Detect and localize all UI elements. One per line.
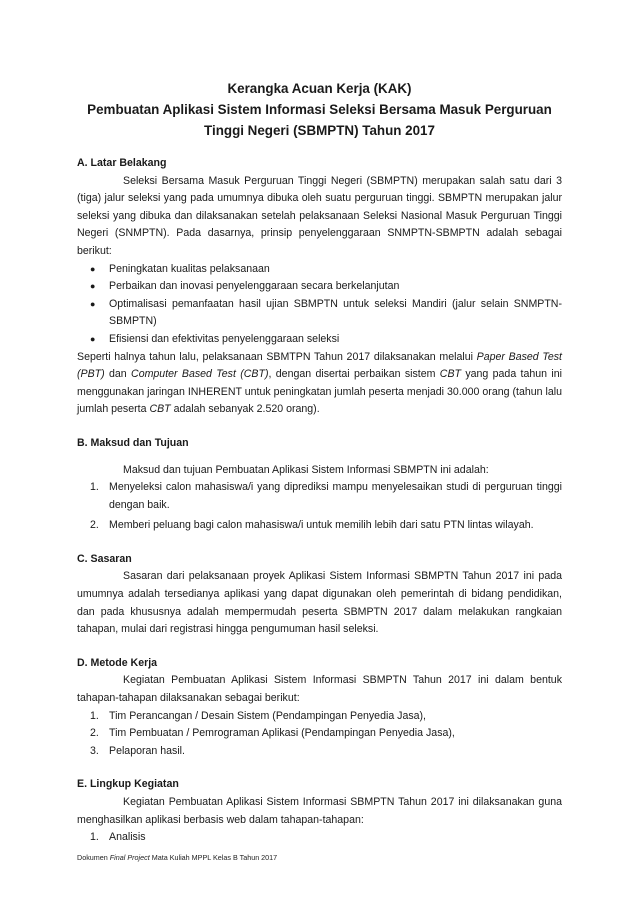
section-a-paragraph-1: Seleksi Bersama Masuk Perguruan Tinggi Negeri (SBMPTN) merupakan salah satu dari 3 (tiga) jalur seleksi yang pada umumnya dibuka oleh suatu perguruan tinggi. SBMPTN merupakan jalur seleksi yang dibuka dan dilaksanakan setelah pelaksanaan Seleksi Nasional Masuk Perguruan Tinggi Negeri (SNMPTN). Pada dasarnya, prinsip penyelenggaraan SNMPTN-SBMPTN adalah sebagai berikut:	[77, 174, 562, 257]
section-b-numbered-list	[77, 479, 562, 535]
list-item: ● Optimalisasi pemanfaatan hasil ujian SBMPTN untuk seleksi Mandiri (jalur selain SNMPTN-SBMPTN)	[90, 297, 562, 328]
section-e-heading: E. Lingkup Kegiatan	[77, 778, 179, 791]
bullet-icon: ●	[90, 298, 96, 309]
section-b-heading: B. Maksud dan Tujuan	[77, 436, 189, 449]
list-item: 2. Memberi peluang bagi calon mahasiswa/i untuk memilih lebih dari satu PTN lintas wilayah.	[90, 519, 534, 532]
section-d-paragraph: Kegiatan Pembuatan Aplikasi Sistem Informasi SBMPTN Tahun 2017 ini dalam bentuk tahapan-tahapan dilaksanakan sebagai berikut:	[77, 674, 562, 705]
section-a-heading: A. Latar Belakang	[77, 157, 167, 169]
document-content	[77, 78, 562, 847]
section-a-bullet-list	[77, 261, 562, 349]
list-item: 1. Analisis	[90, 831, 146, 844]
page-footer: Dokumen Final Project Mata Kuliah MPPL Kelas B Tahun 2017	[77, 853, 278, 862]
section-e-numbered-list	[77, 829, 562, 847]
section-d-heading: D. Metode Kerja	[77, 656, 158, 669]
section-c-paragraph: Sasaran dari pelaksanaan proyek Aplikasi Sistem Informasi SBMPTN Tahun 2017 ini pada umumnya adalah tersedianya aplikasi yang dapat digunakan oleh pemerintah di bidang pendidikan, dan pada khususnya adalah mempermudah peserta SBMPTN 2017 dalam melakukan rangkaian tahapan, mulai dari registrasi hingga pengumuman hasil seleksi.	[77, 570, 562, 636]
section-e-paragraph: Kegiatan Pembuatan Aplikasi Sistem Informasi SBMPTN Tahun 2017 ini dilaksanakan guna menghasilkan aplikasi berbasis web dalam tahapan-tahapan:	[77, 796, 562, 826]
section-b-intro: Maksud dan tujuan Pembuatan Aplikasi Sistem Informasi SBMPTN ini adalah:	[123, 463, 489, 476]
section-c-heading: C. Sasaran	[77, 552, 132, 565]
list-item: ● Peningkatan kualitas pelaksanaan	[77, 261, 562, 279]
section-a-paragraph-2: Seperti halnya tahun lalu, pelaksanaan SBMTPN Tahun 2017 dilaksanakan melalui Paper Based Test (PBT) dan Computer Based Test (CBT), dengan disertai perbaikan sistem CBT yang pada tahun ini menggunakan jaringan INHERENT untuk peningkatan jumlah peserta menjadi 30.000 orang (tahun lalu jumlah peserta CBT adalah sebanyak 2.520 orang).	[77, 350, 563, 416]
section-d-numbered-list	[77, 708, 562, 761]
document-subtitle-line2: Tinggi Negeri (SBMPTN) Tahun 2017	[204, 123, 435, 138]
list-item: 3. Pelaporan hasil.	[90, 744, 185, 757]
document-subtitle-line1: Pembuatan Aplikasi Sistem Informasi Seleksi Bersama Masuk Perguruan	[87, 102, 552, 117]
bullet-icon: ●	[90, 333, 96, 344]
title-block	[77, 78, 562, 141]
list-item: 1. Menyeleksi calon mahasiswa/i yang diprediksi mampu menyelesaikan studi di perguruan tinggi dengan baik.	[90, 481, 562, 511]
list-item: 1. Tim Perancangan / Desain Sistem (Pendampingan Penyedia Jasa),	[90, 709, 427, 722]
bullet-icon: ●	[90, 263, 96, 274]
list-item: ● Perbaikan dan inovasi penyelenggaraan secara berkelanjutan	[77, 278, 562, 296]
list-item: 2. Tim Pembuatan / Pemrograman Aplikasi (Pendampingan Penyedia Jasa),	[90, 727, 455, 740]
document-title: Kerangka Acuan Kerja (KAK)	[227, 81, 412, 96]
list-item: ● Efisiensi dan efektivitas penyelenggaraan seleksi	[77, 331, 562, 349]
bullet-icon: ●	[90, 281, 96, 292]
